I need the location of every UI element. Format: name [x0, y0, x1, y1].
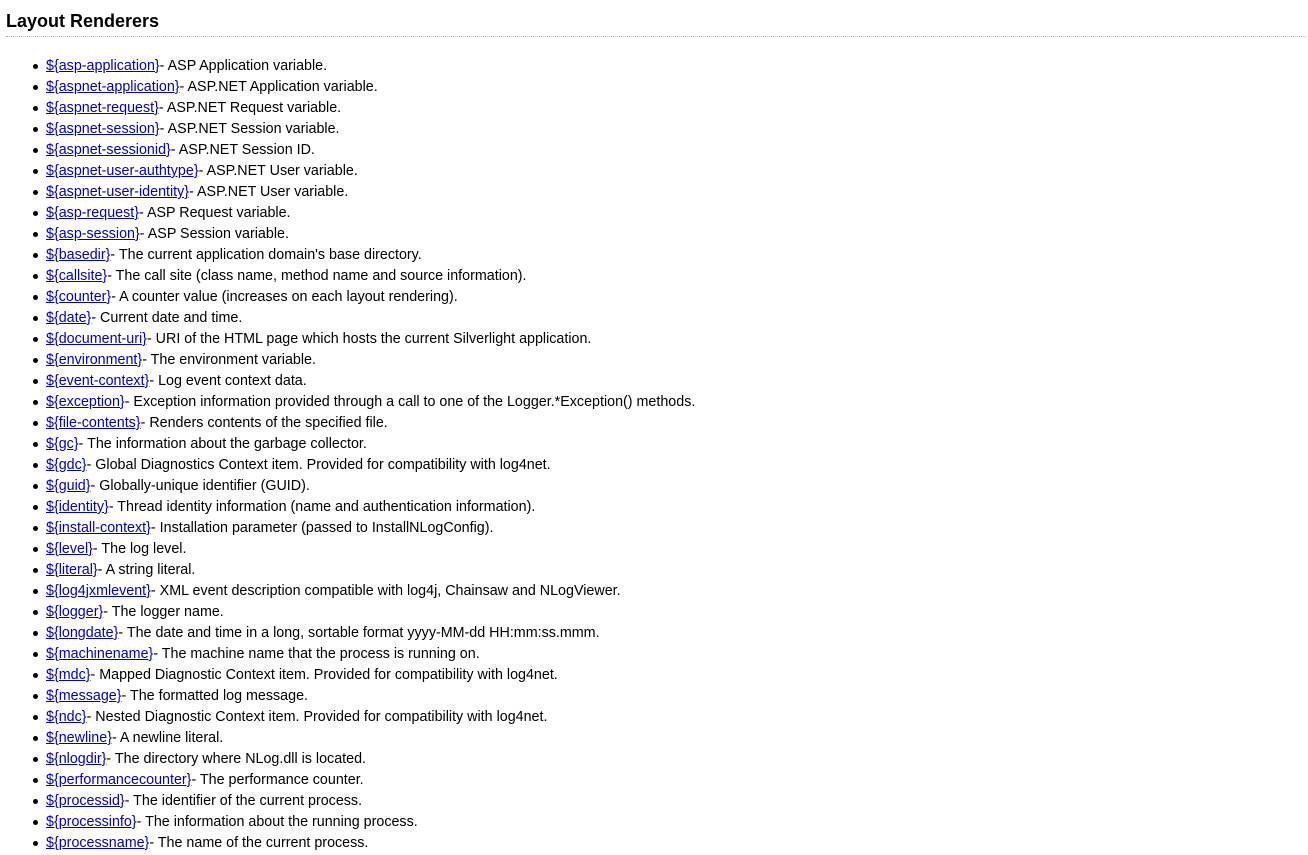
renderer-description: - ASP Request variable.: [139, 205, 291, 221]
bullet-icon: [33, 316, 38, 321]
bullet-icon: [33, 715, 38, 720]
list-item: [46, 665, 695, 686]
list-item: [46, 581, 695, 602]
bullet-icon: [33, 274, 38, 279]
bullet-icon: [33, 232, 38, 237]
bullet-icon: [33, 484, 38, 489]
renderer-description: - The information about the garbage collector.: [78, 436, 367, 452]
list-item: [46, 770, 695, 791]
renderer-description: - The directory where NLog.dll is located.: [106, 751, 367, 767]
list-item: [46, 77, 695, 98]
renderer-description: - Installation parameter (passed to InstallNLogConfig).: [150, 520, 494, 536]
renderer-link[interactable]: ${aspnet-user-identity}: [46, 184, 190, 200]
bullet-icon: [33, 64, 38, 69]
bullet-icon: [33, 694, 38, 699]
list-item: [46, 245, 695, 266]
bullet-icon: [33, 421, 38, 426]
list-item: [46, 539, 695, 560]
bullet-icon: [33, 841, 38, 846]
bullet-icon: [33, 652, 38, 657]
renderer-link[interactable]: ${message}: [46, 688, 122, 704]
bullet-icon: [33, 442, 38, 447]
renderer-list: [46, 56, 695, 854]
renderer-description: - ASP.NET Session ID.: [170, 142, 315, 158]
list-item: [46, 686, 695, 707]
list-item: [46, 224, 695, 245]
renderer-link[interactable]: ${mdc}: [46, 667, 91, 683]
list-item: [46, 392, 695, 413]
renderer-description: - ASP.NET User variable.: [198, 163, 358, 179]
bullet-icon: [33, 631, 38, 636]
renderer-description: - Renders contents of the specified file.: [140, 415, 388, 431]
renderer-link[interactable]: ${event-context}: [46, 373, 150, 389]
bullet-icon: [33, 337, 38, 342]
renderer-link[interactable]: ${gc}: [46, 436, 79, 452]
bullet-icon: [33, 673, 38, 678]
renderer-link[interactable]: ${ndc}: [46, 709, 87, 725]
renderer-description: - Exception information provided through a call to one of the Logger.*Exception() methods.: [124, 394, 696, 410]
renderer-description: - The log level.: [92, 541, 187, 557]
bullet-icon: [33, 295, 38, 300]
renderer-link[interactable]: ${aspnet-session}: [46, 121, 160, 137]
renderer-description: - The information about the running process.: [136, 814, 418, 830]
renderer-description: - Current date and time.: [91, 310, 243, 326]
list-item: [46, 287, 695, 308]
renderer-description: - Global Diagnostics Context item. Provided for compatibility with log4net.: [86, 457, 551, 473]
list-item: [46, 728, 695, 749]
renderer-description: - The logger name.: [103, 604, 224, 620]
bullet-icon: [33, 799, 38, 804]
list-item: [46, 350, 695, 371]
list-item: [46, 497, 695, 518]
renderer-description: - ASP.NET Application variable.: [179, 79, 378, 95]
list-item: [46, 308, 695, 329]
renderer-description: - Mapped Diagnostic Context item. Provided for compatibility with log4net.: [90, 667, 558, 683]
renderer-link[interactable]: ${newline}: [46, 730, 112, 746]
renderer-link[interactable]: ${counter}: [46, 289, 112, 305]
renderer-link[interactable]: ${environment}: [46, 352, 143, 368]
renderer-description: - Log event context data.: [149, 373, 307, 389]
renderer-link[interactable]: ${asp-application}: [46, 58, 160, 74]
renderer-description: - The performance counter.: [191, 772, 364, 788]
renderer-description: - The date and time in a long, sortable format yyyy-MM-dd HH:mm:ss.mmm.: [118, 625, 600, 641]
renderer-description: - ASP.NET Request variable.: [158, 100, 342, 116]
list-item: [46, 182, 695, 203]
renderer-description: - The machine name that the process is running on.: [153, 646, 480, 662]
page-title: Layout Renderers: [6, 10, 1306, 37]
renderer-description: - Globally-unique identifier (GUID).: [90, 478, 310, 494]
renderer-link[interactable]: ${identity}: [46, 499, 109, 515]
bullet-icon: [33, 610, 38, 615]
renderer-description: - ASP Application variable.: [159, 58, 328, 74]
renderer-link[interactable]: ${aspnet-request}: [46, 100, 159, 116]
renderer-description: - ASP Session variable.: [139, 226, 289, 242]
renderer-description: - The formatted log message.: [121, 688, 308, 704]
renderer-description: - Thread identity information (name and authentication information).: [108, 499, 536, 515]
bullet-icon: [33, 568, 38, 573]
renderer-description: - A counter value (increases on each layout rendering).: [111, 289, 458, 305]
bullet-icon: [33, 169, 38, 174]
list-item: [46, 560, 695, 581]
renderer-link[interactable]: ${nlogdir}: [46, 751, 107, 767]
bullet-icon: [33, 190, 38, 195]
renderer-description: - XML event description compatible with log4j, Chainsaw and NLogViewer.: [150, 583, 621, 599]
list-item: [46, 644, 695, 665]
renderer-link[interactable]: ${log4jxmlevent}: [46, 583, 151, 599]
renderer-link[interactable]: ${processid}: [46, 793, 125, 809]
renderer-link[interactable]: ${basedir}: [46, 247, 111, 263]
bullet-icon: [33, 463, 38, 468]
list-item: [46, 140, 695, 161]
list-item: [46, 434, 695, 455]
list-item: [46, 707, 695, 728]
renderer-link[interactable]: ${exception}: [46, 394, 125, 410]
list-item: [46, 476, 695, 497]
bullet-icon: [33, 589, 38, 594]
bullet-icon: [33, 400, 38, 405]
list-item: [46, 119, 695, 140]
bullet-icon: [33, 547, 38, 552]
renderer-description: - A string literal.: [97, 562, 196, 578]
bullet-icon: [33, 505, 38, 510]
list-item: [46, 203, 695, 224]
bullet-icon: [33, 757, 38, 762]
bullet-icon: [33, 127, 38, 132]
renderer-link[interactable]: ${file-contents}: [46, 415, 141, 431]
bullet-icon: [33, 778, 38, 783]
list-item: [46, 56, 695, 77]
renderer-link[interactable]: ${asp-session}: [46, 226, 140, 242]
renderer-link[interactable]: ${logger}: [46, 604, 104, 620]
list-item: [46, 98, 695, 119]
list-item: [46, 518, 695, 539]
list-item: [46, 371, 695, 392]
renderer-link[interactable]: ${asp-request}: [46, 205, 139, 221]
bullet-icon: [33, 253, 38, 258]
renderer-link[interactable]: ${guid}: [46, 478, 91, 494]
bullet-icon: [33, 85, 38, 90]
bullet-icon: [33, 106, 38, 111]
bullet-icon: [33, 526, 38, 531]
renderer-link[interactable]: ${level}: [46, 541, 93, 557]
renderer-link[interactable]: ${performancecounter}: [46, 772, 192, 788]
renderer-description: - A newline literal.: [111, 730, 224, 746]
list-item: [46, 455, 695, 476]
renderer-link[interactable]: ${aspnet-application}: [46, 79, 180, 95]
renderer-link[interactable]: ${processinfo}: [46, 814, 137, 830]
bullet-icon: [33, 358, 38, 363]
renderer-description: - ASP.NET User variable.: [189, 184, 349, 200]
renderer-link[interactable]: ${gdc}: [46, 457, 87, 473]
renderer-description: - The name of the current process.: [149, 835, 369, 851]
renderer-link[interactable]: ${date}: [46, 310, 92, 326]
renderer-link[interactable]: ${aspnet-user-authtype}: [46, 163, 199, 179]
list-item: [46, 329, 695, 350]
list-item: [46, 623, 695, 644]
list-item: [46, 413, 695, 434]
bullet-icon: [33, 736, 38, 741]
list-item: [46, 602, 695, 623]
renderer-description: - The call site (class name, method name and source information).: [107, 268, 527, 284]
renderer-link[interactable]: ${longdate}: [46, 625, 119, 641]
list-item: [46, 749, 695, 770]
page-header: [6, 10, 1306, 37]
renderer-link[interactable]: ${install-context}: [46, 520, 151, 536]
renderer-link[interactable]: ${document-uri}: [46, 331, 147, 347]
bullet-icon: [33, 211, 38, 216]
list-item: [46, 161, 695, 182]
renderer-description: - URI of the HTML page which hosts the current Silverlight application.: [146, 331, 592, 347]
renderer-link[interactable]: ${processname}: [46, 835, 150, 851]
renderer-link[interactable]: ${literal}: [46, 562, 98, 578]
renderer-description: - ASP.NET Session variable.: [159, 121, 340, 137]
renderer-link[interactable]: ${aspnet-sessionid}: [46, 142, 171, 158]
bullet-icon: [33, 148, 38, 153]
renderer-link[interactable]: ${machinename}: [46, 646, 154, 662]
bullet-icon: [33, 820, 38, 825]
renderer-description: - The current application domain's base directory.: [110, 247, 422, 263]
renderer-description: - The identifier of the current process.: [124, 793, 363, 809]
renderer-description: - Nested Diagnostic Context item. Provided for compatibility with log4net.: [86, 709, 548, 725]
list-item: [46, 791, 695, 812]
list-item: [46, 812, 695, 833]
list-item: [46, 833, 695, 854]
renderer-description: - The environment variable.: [142, 352, 316, 368]
renderer-link[interactable]: ${callsite}: [46, 268, 108, 284]
list-item: [46, 266, 695, 287]
bullet-icon: [33, 379, 38, 384]
